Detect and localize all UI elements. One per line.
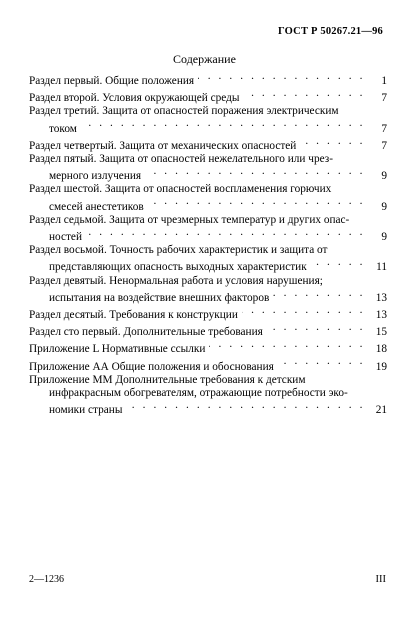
toc-entry-text: током <box>49 122 77 135</box>
toc-entry-continuation <box>29 119 387 136</box>
table-of-contents <box>29 71 387 417</box>
toc-entry-continuation <box>29 400 387 417</box>
toc-entry-text: смесей анестетиков <box>49 200 144 213</box>
toc-entry <box>29 374 387 418</box>
toc-entry-text: Раздел восьмой. Точность рабочих характеристик и защита от <box>29 244 328 257</box>
toc-leader-dots <box>86 227 365 240</box>
toc-entry-title <box>29 136 387 153</box>
toc-entry-text: представляющих опасность выходных характеристик <box>49 261 307 274</box>
toc-leader-dots <box>311 257 365 270</box>
toc-entry-title <box>29 88 387 105</box>
toc-entry <box>29 357 387 374</box>
toc-page-number: 1 <box>381 75 387 87</box>
toc-entry-text: ностей <box>49 231 82 244</box>
standard-header: ГОСТ Р 50267.21—96 <box>278 26 383 37</box>
toc-leader-dots <box>148 197 365 210</box>
toc-leader-dots <box>242 305 365 318</box>
toc-entry-continuation <box>29 387 387 400</box>
toc-leader-dots <box>209 339 365 352</box>
toc-entry <box>29 88 387 105</box>
toc-entry-continuation <box>29 197 387 214</box>
toc-leader-dots <box>243 88 365 101</box>
toc-entry-title <box>29 105 387 118</box>
toc-entry-title <box>29 244 387 257</box>
toc-entry-text: номики страны <box>49 404 123 417</box>
toc-entry <box>29 244 387 274</box>
toc-entry <box>29 105 387 135</box>
toc-entry <box>29 153 387 183</box>
toc-page-number: 7 <box>381 122 387 135</box>
toc-leader-dots <box>273 288 365 301</box>
toc-entry-title <box>29 214 387 227</box>
toc-entry-text: Раздел четвертый. Защита от механических опасностей <box>29 139 297 152</box>
toc-entry-continuation <box>29 257 387 274</box>
toc-leader-dots <box>300 136 365 149</box>
toc-entry-title <box>29 183 387 196</box>
toc-entry-title <box>29 71 387 88</box>
toc-entry-continuation <box>29 166 387 183</box>
toc-entry-text: Раздел третий. Защита от опасностей поражения электрическим <box>29 105 339 118</box>
footer-sheet-number: 2—1236 <box>29 574 64 585</box>
toc-entry <box>29 275 387 305</box>
toc-entry-title <box>29 374 387 387</box>
toc-leader-dots <box>81 119 365 132</box>
toc-page-number: 19 <box>375 360 387 373</box>
page-title: Содержание <box>173 52 236 66</box>
toc-entry-text: Раздел девятый. Ненормальная работа и условия нарушения; <box>29 274 323 287</box>
toc-entry-text: Раздел сто первый. Дополнительные требования <box>29 326 263 339</box>
toc-entry-title <box>29 153 387 166</box>
toc-entry-continuation <box>29 227 387 244</box>
toc-entry-title <box>29 322 387 339</box>
toc-entry-text: мерного излучения <box>49 170 142 183</box>
toc-page-number: 9 <box>381 200 387 213</box>
toc-leader-dots <box>126 400 365 413</box>
toc-entry-text: Приложение АА Общие положения и обоснования <box>29 360 274 373</box>
toc-entry-title <box>29 357 387 374</box>
toc-page-number: 9 <box>381 231 387 244</box>
toc-entry-text: испытания на воздействие внешних факторов <box>49 291 270 304</box>
toc-entry <box>29 322 387 339</box>
toc-entry <box>29 183 387 213</box>
toc-page-number: 7 <box>381 139 387 152</box>
toc-entry-text: Раздел седьмой. Защита от чрезмерных температур и других опас- <box>29 213 350 226</box>
toc-entry-continuation <box>29 288 387 305</box>
toc-page-number: 13 <box>375 309 387 322</box>
toc-page-number: 11 <box>376 261 387 274</box>
toc-entry-text: инфракрасным обогревателям, отражающие потребности эко- <box>49 387 348 400</box>
toc-page-number: 21 <box>375 404 387 417</box>
toc-entry <box>29 214 387 244</box>
toc-entry-text: Раздел пятый. Защита от опасностей нежелательного или чрез- <box>29 153 333 166</box>
toc-entry <box>29 339 387 356</box>
toc-page-number: 18 <box>375 343 387 356</box>
toc-page-number: 15 <box>375 326 387 339</box>
toc-entry-text: Приложение L Нормативные ссылки <box>29 343 206 356</box>
toc-entry <box>29 305 387 322</box>
toc-entry <box>29 136 387 153</box>
toc-leader-dots <box>278 357 365 370</box>
toc-entry <box>29 71 387 88</box>
toc-leader-dots <box>267 322 365 335</box>
footer-page-number: III <box>375 574 386 585</box>
toc-entry-text: Раздел первый. Общие положения <box>29 75 195 87</box>
toc-page-number: 7 <box>381 92 387 105</box>
toc-leader-dots <box>145 166 365 179</box>
toc-entry-text: Приложение ММ Дополнительные требования к детским <box>29 373 306 386</box>
toc-leader-dots <box>198 71 365 84</box>
toc-page-number: 13 <box>375 291 387 304</box>
toc-entry-title <box>29 275 387 288</box>
toc-page-number: 9 <box>381 170 387 183</box>
toc-entry-text: Раздел второй. Условия окружающей среды <box>29 92 240 105</box>
toc-entry-title <box>29 305 387 322</box>
toc-entry-text: Раздел шестой. Защита от опасностей воспламенения горючих <box>29 183 332 196</box>
toc-entry-text: Раздел десятый. Требования к конструкции <box>29 309 238 322</box>
toc-entry-title <box>29 339 387 356</box>
